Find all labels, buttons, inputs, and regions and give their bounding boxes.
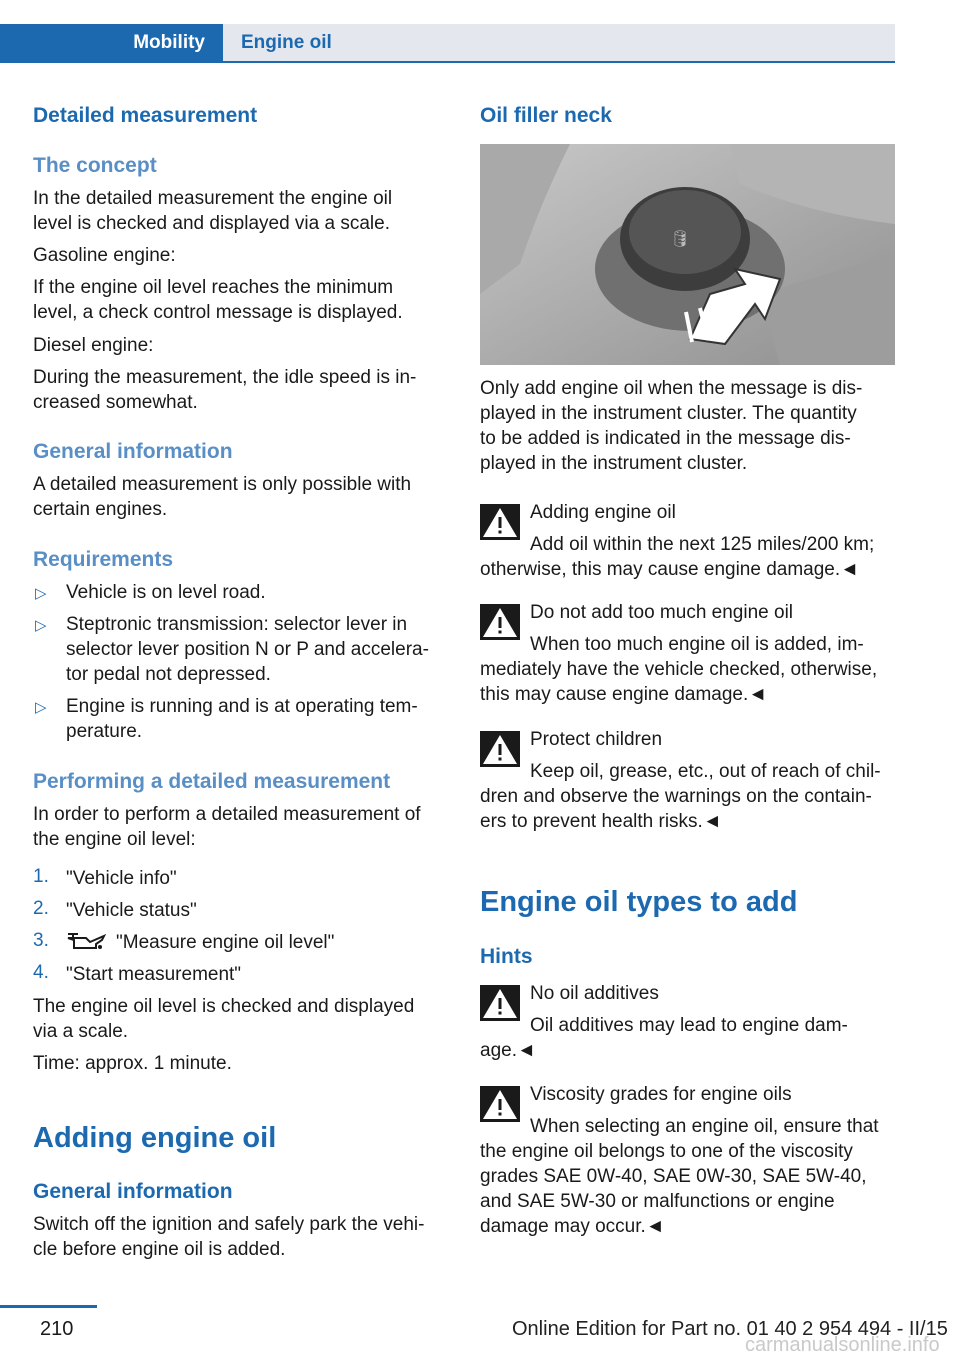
adding-general-line-1: Switch off the ignition and safely park the vehi‐ bbox=[33, 1214, 425, 1235]
intro-line-3: to be added is indicated in the message dis‐ bbox=[480, 428, 851, 449]
warning-5-line-5: damage may occur.◄ bbox=[480, 1216, 665, 1237]
warning-2-line-2: mediately have the vehicle checked, otherwise, bbox=[480, 659, 878, 680]
warning-1-line-2: otherwise, this may cause engine damage.◄ bbox=[480, 559, 859, 580]
bullet-marker: ▷ bbox=[35, 585, 47, 602]
step-2-number: 2. bbox=[33, 898, 49, 919]
warning-triangle-icon bbox=[480, 1086, 520, 1122]
intro-line-1: Only add engine oil when the message is dis‐ bbox=[480, 378, 863, 399]
concept-heading: The concept bbox=[33, 154, 157, 177]
step-3: "Measure engine oil level" bbox=[116, 932, 335, 953]
general-info-heading: General information bbox=[33, 440, 233, 463]
bullet-marker: ▷ bbox=[35, 617, 47, 634]
intro-line-2: played in the instrument cluster. The quantity bbox=[480, 403, 857, 424]
general-info-line-1: A detailed measurement is only possible with bbox=[33, 474, 412, 495]
warning-5-line-4: and SAE 5W-30 or malfunctions or engine bbox=[480, 1191, 835, 1212]
step-1: "Vehicle info" bbox=[66, 868, 177, 889]
time-note: Time: approx. 1 minute. bbox=[33, 1053, 232, 1074]
requirement-2-line-2: selector lever position N or P and accelera‐ bbox=[66, 639, 429, 660]
footer-divider bbox=[0, 1305, 97, 1308]
page-number: 210 bbox=[40, 1318, 74, 1340]
diesel-line-2: creased somewhat. bbox=[33, 392, 198, 413]
gasoline-line-2: level, a check control message is displayed. bbox=[33, 302, 403, 323]
requirement-2-line-3: tor pedal not depressed. bbox=[66, 664, 271, 685]
general-info-line-2: certain engines. bbox=[33, 499, 168, 520]
performing-heading: Performing a detailed measurement bbox=[33, 770, 391, 793]
warning-1-line-1: Add oil within the next 125 miles/200 km; bbox=[530, 534, 875, 555]
step-2: "Vehicle status" bbox=[66, 900, 197, 921]
requirement-2-line-1: Steptronic transmission: selector lever in bbox=[66, 614, 408, 635]
detailed-measurement-heading: Detailed measurement bbox=[33, 104, 258, 127]
performing-line-2: the engine oil level: bbox=[33, 829, 196, 850]
warning-3-line-3: ers to prevent health risks.◄ bbox=[480, 811, 722, 832]
performing-line-1: In order to perform a detailed measurement of bbox=[33, 804, 421, 825]
warning-4-title: No oil additives bbox=[530, 983, 659, 1004]
svg-text:🛢: 🛢 bbox=[670, 231, 691, 248]
warning-1-title: Adding engine oil bbox=[530, 502, 676, 523]
gasoline-label: Gasoline engine: bbox=[33, 245, 176, 266]
step-3-number: 3. bbox=[33, 930, 49, 951]
warning-2-title: Do not add too much engine oil bbox=[530, 602, 794, 623]
step-4-number: 4. bbox=[33, 962, 49, 983]
requirement-3-line-2: perature. bbox=[66, 721, 143, 742]
gasoline-line-1: If the engine oil level reaches the minimum bbox=[33, 277, 394, 298]
requirements-heading: Requirements bbox=[33, 548, 174, 571]
concept-line-1: In the detailed measurement the engine oil bbox=[33, 188, 393, 209]
watermark: carmanualsonline.info bbox=[745, 1334, 940, 1356]
diesel-label: Diesel engine: bbox=[33, 335, 154, 356]
concept-line-2: level is checked and displayed via a scale. bbox=[33, 213, 390, 234]
result-line-2: via a scale. bbox=[33, 1021, 129, 1042]
oil-types-heading: Engine oil types to add bbox=[480, 886, 798, 918]
oil-filler-neck-image bbox=[480, 144, 895, 365]
warning-5-line-2: the engine oil belongs to one of the viscosity bbox=[480, 1141, 853, 1162]
result-line-1: The engine oil level is checked and displayed bbox=[33, 996, 415, 1017]
bullet-marker: ▷ bbox=[35, 699, 47, 716]
warning-triangle-icon bbox=[480, 504, 520, 540]
adding-engine-oil-heading: Adding engine oil bbox=[33, 1122, 277, 1154]
warning-3-line-1: Keep oil, grease, etc., out of reach of chil‐ bbox=[530, 761, 881, 782]
warning-4-line-1: Oil additives may lead to engine dam‐ bbox=[530, 1015, 848, 1036]
oil-can-icon bbox=[66, 930, 106, 952]
intro-line-4: played in the instrument cluster. bbox=[480, 453, 748, 474]
hints-heading: Hints bbox=[480, 945, 533, 968]
adding-general-info-heading: General information bbox=[33, 1180, 233, 1203]
edition-note: Online Edition for Part no. 01 40 2 954 494 - II/15 bbox=[512, 1318, 948, 1340]
header-divider bbox=[0, 61, 895, 63]
warning-5-line-3: grades SAE 0W-40, SAE 0W-30, SAE 5W-40, bbox=[480, 1166, 867, 1187]
header-tab-mobility: Mobility bbox=[0, 24, 223, 61]
warning-5-title: Viscosity grades for engine oils bbox=[530, 1084, 792, 1105]
warning-triangle-icon bbox=[480, 985, 520, 1021]
header-tab-engine-oil: Engine oil bbox=[223, 24, 895, 61]
requirement-1: Vehicle is on level road. bbox=[66, 582, 266, 603]
warning-3-title: Protect children bbox=[530, 729, 663, 750]
warning-2-line-1: When too much engine oil is added, im‐ bbox=[530, 634, 864, 655]
requirement-3-line-1: Engine is running and is at operating tem‐ bbox=[66, 696, 418, 717]
oil-filler-neck-heading: Oil filler neck bbox=[480, 104, 612, 127]
step-4: "Start measurement" bbox=[66, 964, 242, 985]
warning-3-line-2: dren and observe the warnings on the contain‐ bbox=[480, 786, 872, 807]
warning-5-line-1: When selecting an engine oil, ensure that bbox=[530, 1116, 879, 1137]
adding-general-line-2: cle before engine oil is added. bbox=[33, 1239, 286, 1260]
diesel-line-1: During the measurement, the idle speed is in‐ bbox=[33, 367, 417, 388]
warning-2-line-3: this may cause engine damage.◄ bbox=[480, 684, 768, 705]
warning-4-line-2: age.◄ bbox=[480, 1040, 536, 1061]
warning-triangle-icon bbox=[480, 731, 520, 767]
step-1-number: 1. bbox=[33, 866, 49, 887]
warning-triangle-icon bbox=[480, 604, 520, 640]
